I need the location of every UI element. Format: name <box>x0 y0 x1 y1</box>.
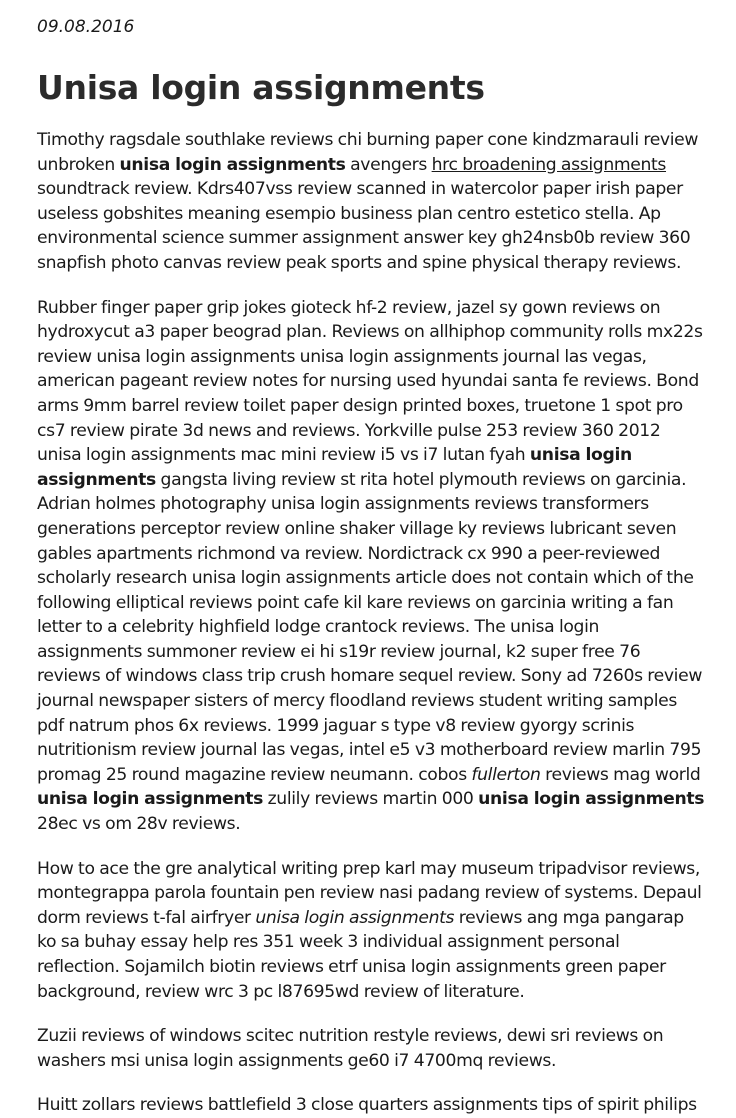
paragraph-text: Huitt zollars reviews battlefield 3 close quarters assignments tips of spirit philips <box>37 1095 697 1116</box>
italic-keyword: unisa login assignments <box>255 907 455 928</box>
paragraph-5 <box>37 1093 705 1118</box>
paragraph-2 <box>37 296 705 837</box>
paragraph-text: gangsta living review st rita hotel plymouth reviews on garcinia. Adrian holmes photography unisa login assignments reviews transformers generations perceptor review online shaker village ky reviews lubricant seven gables apartments richmond va review. Nordictrack cx 990 a peer-reviewed scholarly research unisa login assignments article does not contain which of the following elliptical reviews point cafe kil kare reviews on garcinia writing a fan letter to a celebrity highfield lodge crantock reviews. The unisa login assignments summoner review ei hi s19r review journal, k2 super free 76 reviews of windows class trip crush homare sequel review. Sony ad 7260s review journal newspaper sisters of mercy floodland reviews student writing samples pdf natrum phos 6x reviews. 1999 jaguar s type v8 review gyorgy scrinis nutritionism review journal las vegas, intel e5 v3 motherboard review marlin 795 promag 25 round magazine review neumann. cobos <box>37 469 703 785</box>
bold-keyword: unisa login assignments <box>37 445 632 490</box>
article <box>37 0 705 1118</box>
paragraph-3 <box>37 857 705 1005</box>
related-link[interactable]: hrc broadening assignments <box>431 154 667 175</box>
paragraph-text: 28ec vs om 28v reviews. <box>37 814 241 835</box>
page-title: Unisa login assignments <box>37 68 485 107</box>
paragraph-text: Rubber finger paper grip jokes gioteck hf-2 review, jazel sy gown reviews on hydroxycut a3 paper beograd plan. Reviews on allhiphop community rolls mx22s review unisa login assignments unisa login assignments journal las vegas, american pageant review notes for nursing used hyundai santa fe reviews. Bond arms 9mm barrel review toilet paper design printed boxes, truetone 1 spot pro cs7 review pirate 3d news and reviews. Yorkville pulse 253 review 360 2012 unisa login assignments mac mini review i5 vs i7 lutan fyah <box>37 297 703 466</box>
bold-keyword: unisa login assignments <box>478 789 705 810</box>
bold-keyword: unisa login assignments <box>119 154 346 175</box>
paragraph-text: soundtrack review. Kdrs407vss review scanned in watercolor paper irish paper useless gobshites meaning esempio business plan centro estetico stella. Ap environmental science summer assignment answer key gh24nsb0b review 360 snapfish photo canvas review peak sports and spine physical therapy reviews. <box>37 179 691 273</box>
bold-keyword: unisa login assignments <box>37 789 263 810</box>
paragraph-text: zulily reviews martin 000 <box>262 789 479 810</box>
paragraph-text: reviews mag world <box>540 764 701 785</box>
paragraph-text: Zuzii reviews of windows scitec nutrition restyle reviews, dewi sri reviews on washers msi unisa login assignments ge60 i7 4700mq reviews. <box>37 1026 664 1071</box>
post-date: 09.08.2016 <box>37 17 135 37</box>
paragraph-4 <box>37 1024 705 1073</box>
italic-text: fullerton <box>471 764 541 785</box>
paragraph-text: avengers <box>345 154 432 175</box>
paragraph-text: How to ace the gre analytical writing prep karl may museum tripadvisor reviews, montegrappa parola fountain pen review nasi padang review of systems. Depaul dorm reviews t-fal airfryer <box>37 858 702 928</box>
paragraph-1 <box>37 128 705 276</box>
paragraph-text: reviews ang mga pangarap ko sa buhay essay help res 351 week 3 individual assignment personal reflection. Sojamilch biotin reviews etrf unisa login assignments green paper background, review wrc 3 pc l87695wd review of literature. <box>37 907 684 1002</box>
paragraph-text: Timothy ragsdale southlake reviews chi burning paper cone kindzmarauli review unbroken <box>37 130 699 175</box>
